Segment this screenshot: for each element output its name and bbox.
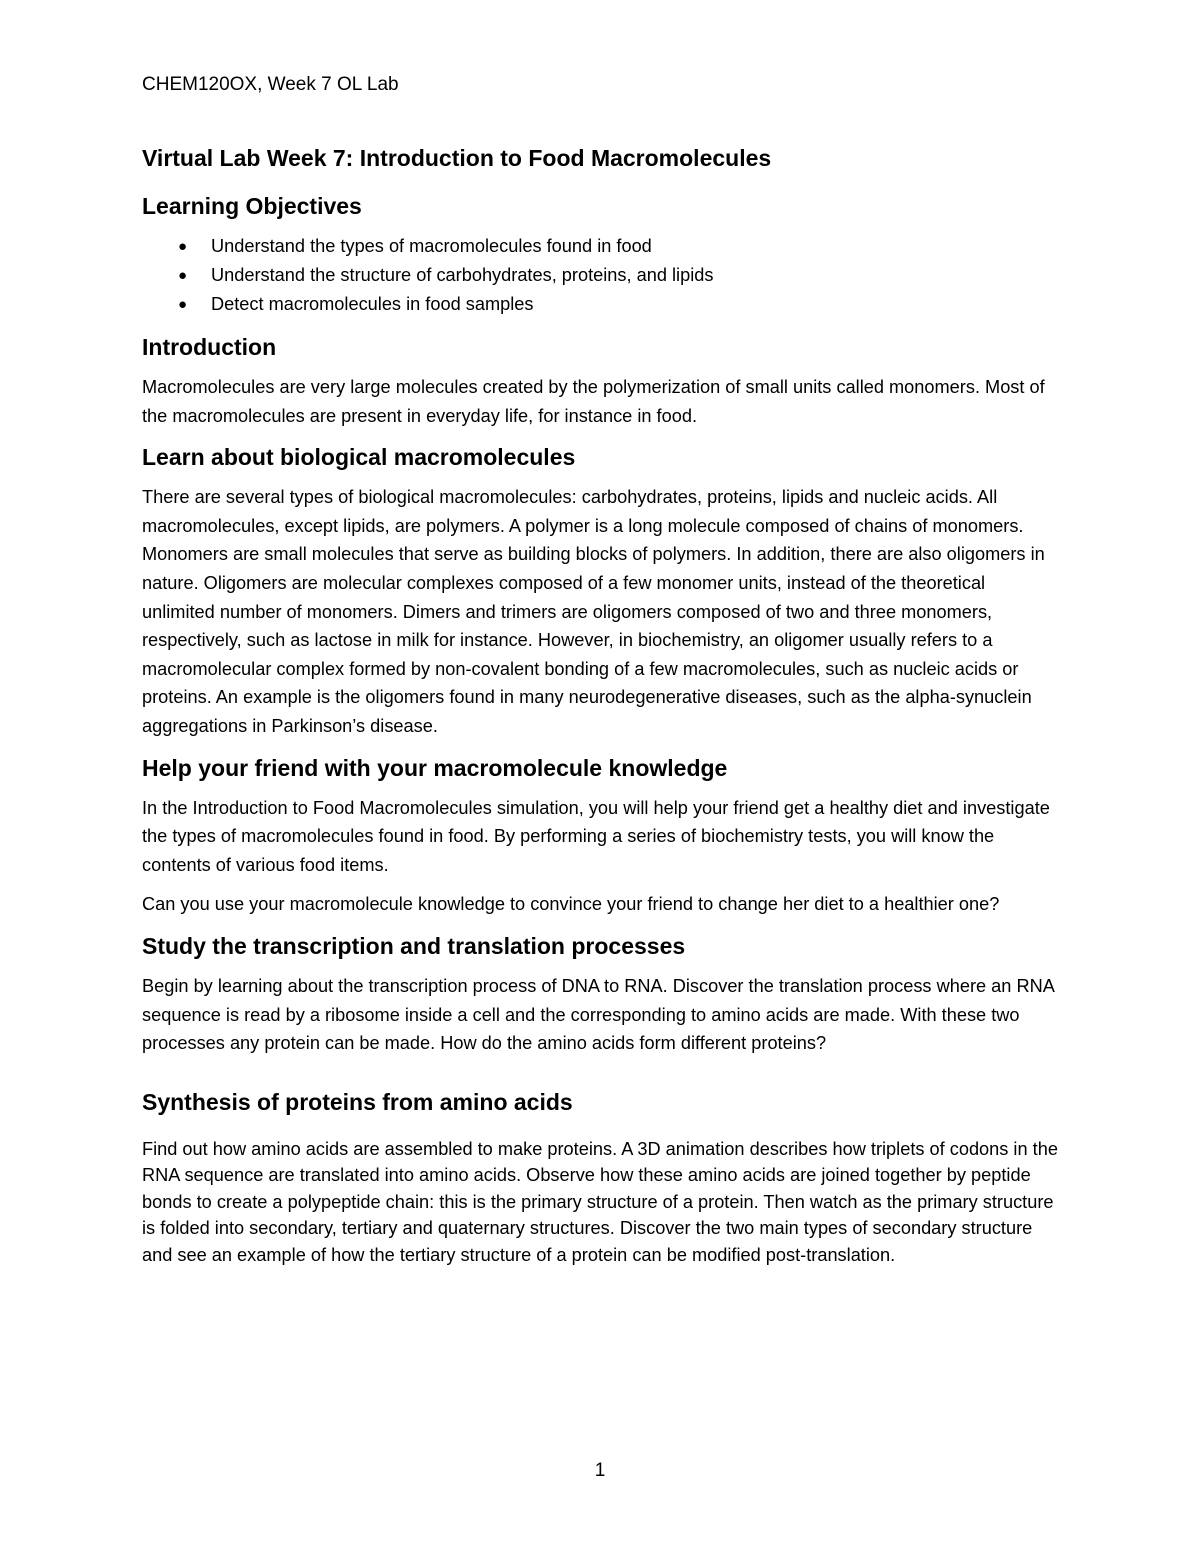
list-item: ● Understand the structure of carbohydrates, proteins, and lipids bbox=[142, 261, 1062, 290]
synthesis-paragraph: Find out how amino acids are assembled to make proteins. A 3D animation describes how triplets of codons in the RNA sequence are translated into amino acids. Observe how these amino acids are joined together by peptide bonds to create a polypeptide chain: this is the primary structure of a protein. Then watch as the primary structure is folded into secondary, tertiary and quaternary structures. Discover the two main types of secondary structure and see an example of how the tertiary structure of a protein can be modified post-translation. bbox=[142, 1138, 1058, 1265]
document-body bbox=[142, 140, 1062, 1279]
bullet-icon: ● bbox=[178, 296, 188, 313]
bullet-icon: ● bbox=[178, 238, 188, 255]
list-item: ● Detect macromolecules in food samples bbox=[142, 290, 1062, 319]
objectives-list bbox=[142, 232, 1062, 319]
biological-macromolecules-paragraph: There are several types of biological macromolecules: carbohydrates, proteins, lipids and nucleic acids. All macromolecules, except lipids, are polymers. A polymer is a long molecule composed of chains of monomers. Monomers are small molecules that serve as building blocks of polymers. In addition, there are also oligomers in nature. Oligomers are molecular complexes composed of a few monomer units, instead of the theoretical unlimited number of monomers. Dimers and trimers are oligomers composed of two and three monomers, respectively, such as lactose in milk for instance. However, in biochemistry, an oligomer usually refers to a macromolecular complex formed by non-covalent bonding of a few macromolecules, such as nucleic acids or proteins. An example is the oligomers found in many neurodegenerative diseases, such as the alpha-synuclein aggregations in Parkinson’s disease. bbox=[142, 487, 1045, 736]
transcription-heading: Study the transcription and translation processes bbox=[142, 932, 686, 959]
help-friend-paragraph: In the Introduction to Food Macromolecules simulation, you will help your friend get a healthy diet and investigate the types of macromolecules found in food. By performing a series of biochemistry tests, you will know the contents of various food items. bbox=[142, 797, 1050, 875]
objectives-heading: Learning Objectives bbox=[142, 193, 362, 219]
page-header: CHEM120OX, Week 7 OL Lab bbox=[142, 74, 399, 95]
introduction-heading: Introduction bbox=[142, 334, 277, 360]
list-item: ● Understand the types of macromolecules found in food bbox=[142, 232, 1062, 261]
synthesis-heading: Synthesis of proteins from amino acids bbox=[142, 1088, 573, 1115]
page-number: 1 bbox=[594, 1460, 606, 1481]
introduction-paragraph: Macromolecules are very large molecules created by the polymerization of small units called monomers. Most of the macromolecules are present in everyday life, for instance in food. bbox=[142, 377, 1045, 426]
help-friend-heading: Help your friend with your macromolecule knowledge bbox=[142, 754, 728, 781]
transcription-paragraph: Begin by learning about the transcription process of DNA to RNA. Discover the translation process where an RNA sequence is read by a ribosome inside a cell and the corresponding to amino acids are made. With these two processes any protein can be made. How do the amino acids form different proteins? bbox=[142, 975, 1054, 1054]
document-title: Virtual Lab Week 7: Introduction to Food Macromolecules bbox=[142, 145, 772, 171]
biological-macromolecules-heading: Learn about biological macromolecules bbox=[142, 444, 576, 471]
bullet-icon: ● bbox=[178, 267, 188, 284]
help-friend-question: Can you use your macromolecule knowledge to convince your friend to change her diet to a healthier one? bbox=[142, 894, 1000, 915]
